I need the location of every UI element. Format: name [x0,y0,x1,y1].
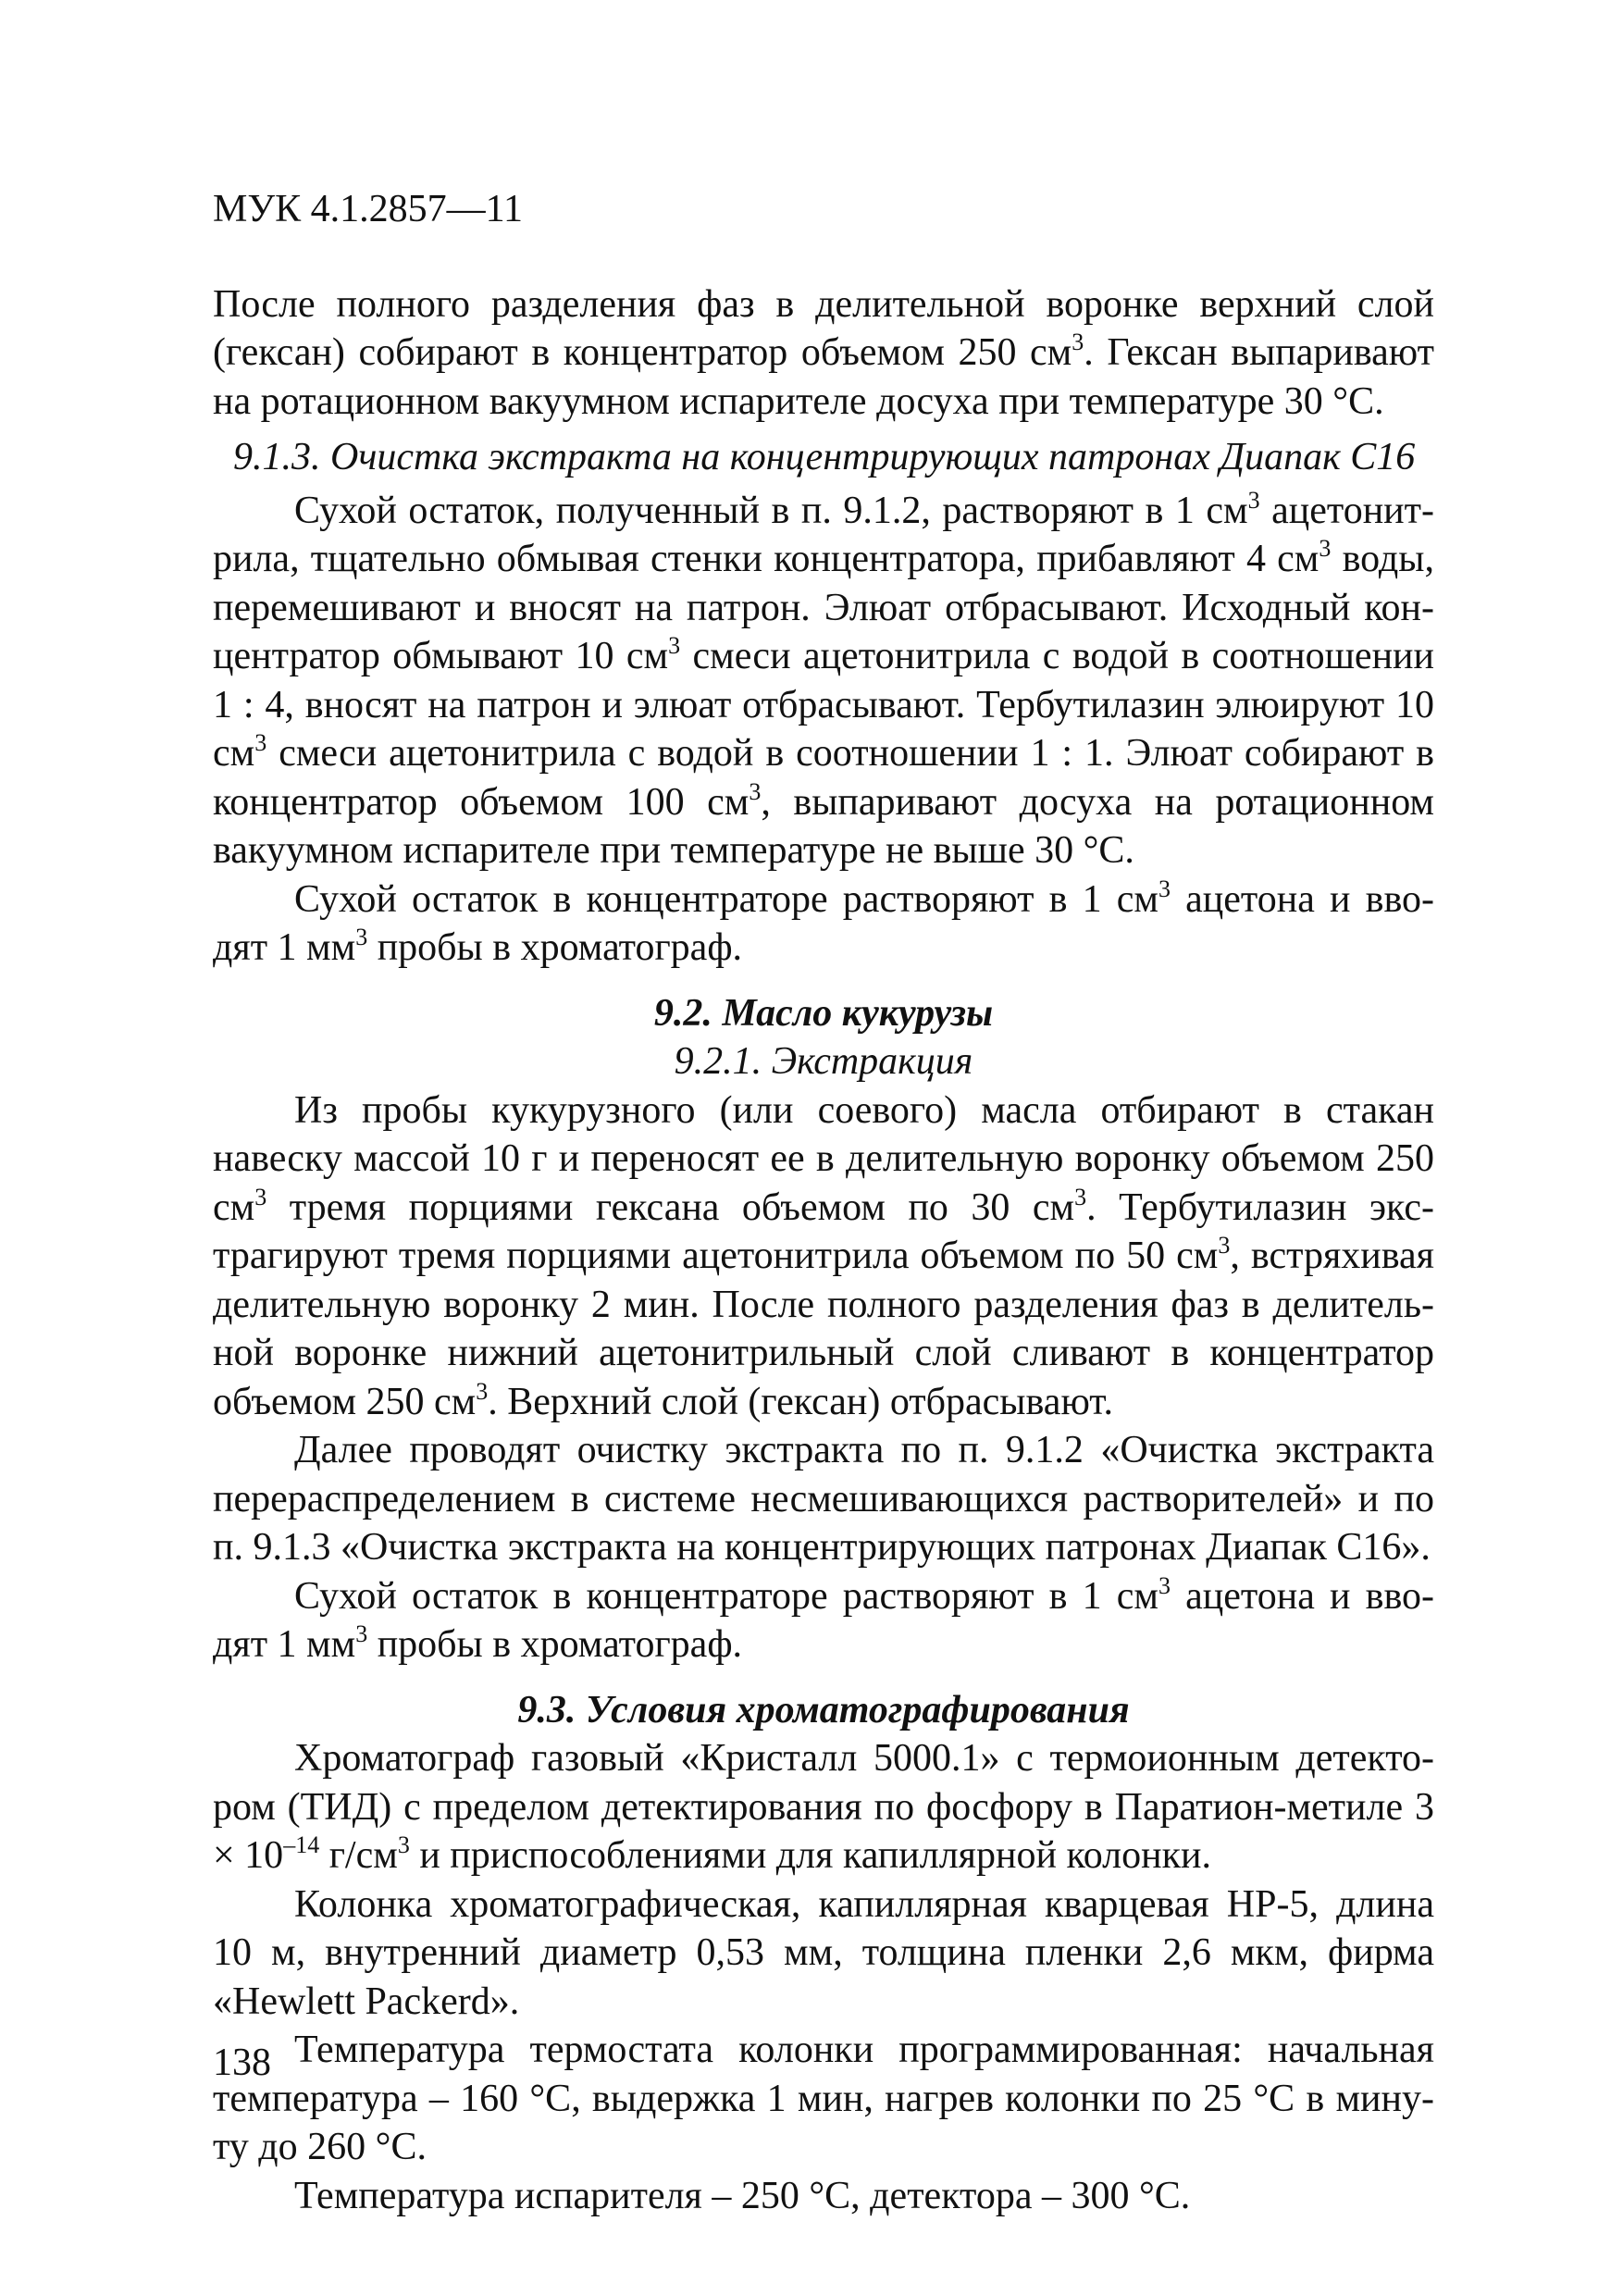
document-page [213,185,1434,2220]
paragraph-evaporator-temp: Температура испарителя – 250 °С, детектора – 300 °С. [294,2174,1191,2217]
running-header: МУК 4.1.2857—11 [213,188,524,230]
page-number: 138 [213,2042,271,2084]
paragraph-dry-residue-2: Сухой остаток в концентраторе растворяют в 1 $см^3$ ацетона и вво-дят 1 $мм^3$ пробы в хроматограф. [213,1571,1434,1666]
paragraph-extraction: Из пробы кукурузного (или соевого) масла отбирают в стакан навеску массой 10 г и переносят ее в делительную воронку объемом 250 $см^3$ тремя порциями гексана объемом по 30 $см^3$. Тербутилазин экс-трагируют тремя порциями ацетонитрила объемом по 50 $см^3$, встряхивая делительную воронку 2 мин. После полного разделения фаз в делитель-ной воронке нижний ацетонитрильный слой сливают в концентратор объемом 250 $см^3$. Верхний слой (гексан) отбрасывают. [213,1088,1434,1423]
section-heading-9-2-1: 9.2.1. Экстракция [674,1040,973,1083]
section-heading-9-2: 9.2. Масло кукурузы [653,991,994,1035]
paragraph-further-cleanup: Далее проводят очистку экстракта по п. 9.1.2 «Очистка экстракта перераспределением в системе несмешивающихся растворителей» и по п. 9.1.3 «Очистка экстракта на концентрирующих патронах Диапак С16». [213,1429,1434,1569]
paragraph-cartridge-cleanup: Сухой остаток, полученный в п. 9.1.2, растворяют в 1 $см^3$ ацетонит-рила, тщательно обмывая стенки концентратора, прибавляют 4 $см^3$ воды, перемешивают и вносят на патрон. Элюат отбрасывают. Исходный кон-центратор обмывают 10 $см^3$ смеси ацетонитрила с водой в соотношении 1 : 4, вносят на патрон и элюат отбрасывают. Тербутилазин элюируют 10 $см^3$ смеси ацетонитрила с водой в соотношении 1 : 1. Элюат собирают в концентратор объемом 100 $см^3$, выпаривают досуха на ротационном вакуумном испарителе при температуре не выше 30 °С. [213,486,1435,872]
paragraph-dry-residue-1: Сухой остаток в концентраторе растворяют в 1 $см^3$ ацетона и вво-дят 1 $мм^3$ пробы в хроматограф. [213,875,1434,969]
paragraph-phase-separation: После полного разделения фаз в делительной воронке верхний слой (гексан) собирают в концентратор объемом 250 $см^3$. Гексан выпаривают на ротационном вакуумном испарителе досуха при температуре 30 °С. [213,282,1434,423]
paragraph-chromatograph: Хроматограф газовый «Кристалл 5000.1» с термоионным детекто-ром (ТИД) с пределом детектирования по фосфору в Паратион-метиле $3 \times 10^{-14}$ $г/см^3$ и приспособлениями для капиллярной колонки. [213,1737,1434,1877]
paragraph-thermostat: Температура термостата колонки программированная: начальная температура – 160 °С, выдержка 1 мин, нагрев колонки по 25 °С в мину-ту до 260 °С. [213,2029,1434,2168]
section-heading-9-1-3: 9.1.3. Очистка экстракта на концентрирующих патронах Диапак С16 [233,436,1416,478]
paragraph-column: Колонка хроматографическая, капиллярная кварцевая HP-5, длина 10 м, внутренний диаметр 0,53 мм, толщина пленки 2,6 мкм, фирма «Hewlett Packerd». [213,1882,1434,2023]
section-heading-9-3: 9.3. Условия хроматографирования [517,1688,1130,1731]
